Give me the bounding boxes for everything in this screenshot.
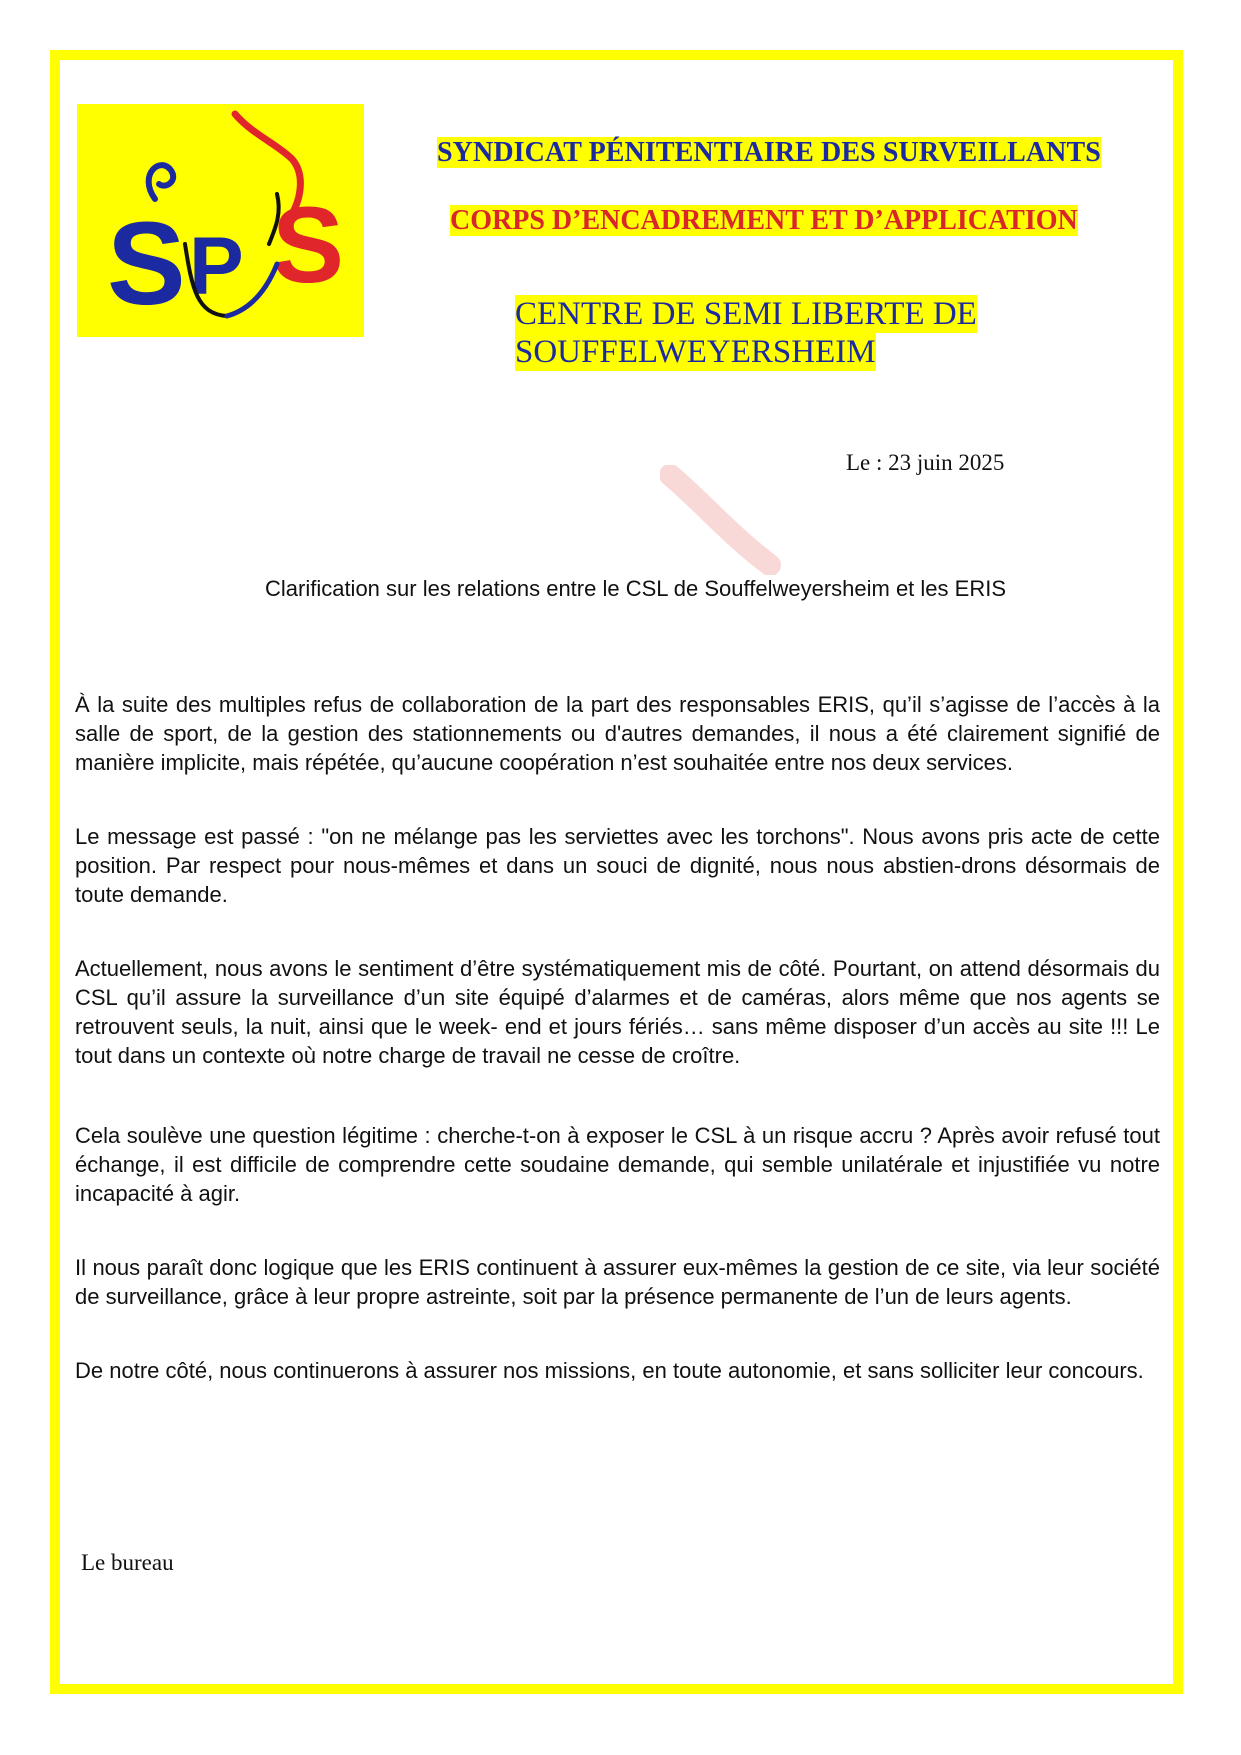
svg-text:S: S — [272, 184, 345, 305]
corps-text: CORPS D’ENCADREMENT ET D’APPLICATION — [450, 205, 1078, 236]
document-subject: Clarification sur les relations entre le CSL de Souffelweyersheim et les ERIS — [264, 576, 1006, 601]
site-line-1: CENTRE DE SEMI LIBERTE DE — [515, 296, 977, 332]
paragraph-3: Actuellement, nous avons le sentiment d’être systématiquement mis de côté. Pourtant, on attend désormais du CSL qu’il assure la surveillance d’un site équipé d’alarmes et de caméras, alors même que nos agents se retrouvent seuls, la nuit, ainsi que le week- end et jours fériés… sans même disposer d’un accès au site !!! Le tout dans un contexte où notre charge de travail ne cesse de croître. — [75, 956, 1160, 1068]
svg-text:P: P — [189, 221, 244, 312]
paragraph-5: Il nous paraît donc logique que les ERIS continuent à assurer eux-mêmes la gestion de ce site, via leur société de surveillance, grâce à leur propre astreinte, soit par la présence permanente de l’un de leurs agents. — [75, 1255, 1160, 1309]
union-name-heading — [0, 137, 1241, 169]
corps-heading — [450, 205, 1078, 237]
document-body — [75, 690, 1160, 1385]
site-heading — [515, 295, 977, 371]
signature: Le bureau — [81, 1550, 174, 1575]
paragraph-6: De notre côté, nous continuerons à assurer nos missions, en toute autonomie, et sans solliciter leur concours. — [75, 1358, 1144, 1383]
site-line-2: SOUFFELWEYERSHEIM — [515, 334, 876, 370]
document-date: Le : 23 juin 2025 — [846, 450, 1005, 475]
paragraph-2: Le message est passé : "on ne mélange pas les serviettes avec les torchons". Nous avons pris acte de cette position. Par respect pour nous-mêmes et dans un souci de dignité, nous nous abstien-drons désormais de toute demande. — [75, 824, 1160, 907]
paragraph-1: À la suite des multiples refus de collaboration de la part des responsables ERIS, qu’il s’agisse de l’accès à la salle de sport, de la gestion des stationnements ou d'autres demandes, il nous a été clairement signifié de manière implicite, mais répétée, qu’aucune coopération n’est souhaitée entre nos deux services. — [75, 692, 1160, 775]
union-name-text: SYNDICAT PÉNITENTIAIRE DES SURVEILLANTS — [437, 137, 1101, 168]
paragraph-4: Cela soulève une question légitime : cherche-t-on à exposer le CSL à un risque accru ? Après avoir refusé tout échange, il est difficile de comprendre cette soudaine demande, qui semble unilatérale et injustifiée vu notre incapacité à agir. — [75, 1123, 1160, 1206]
svg-text:S: S — [107, 198, 186, 330]
